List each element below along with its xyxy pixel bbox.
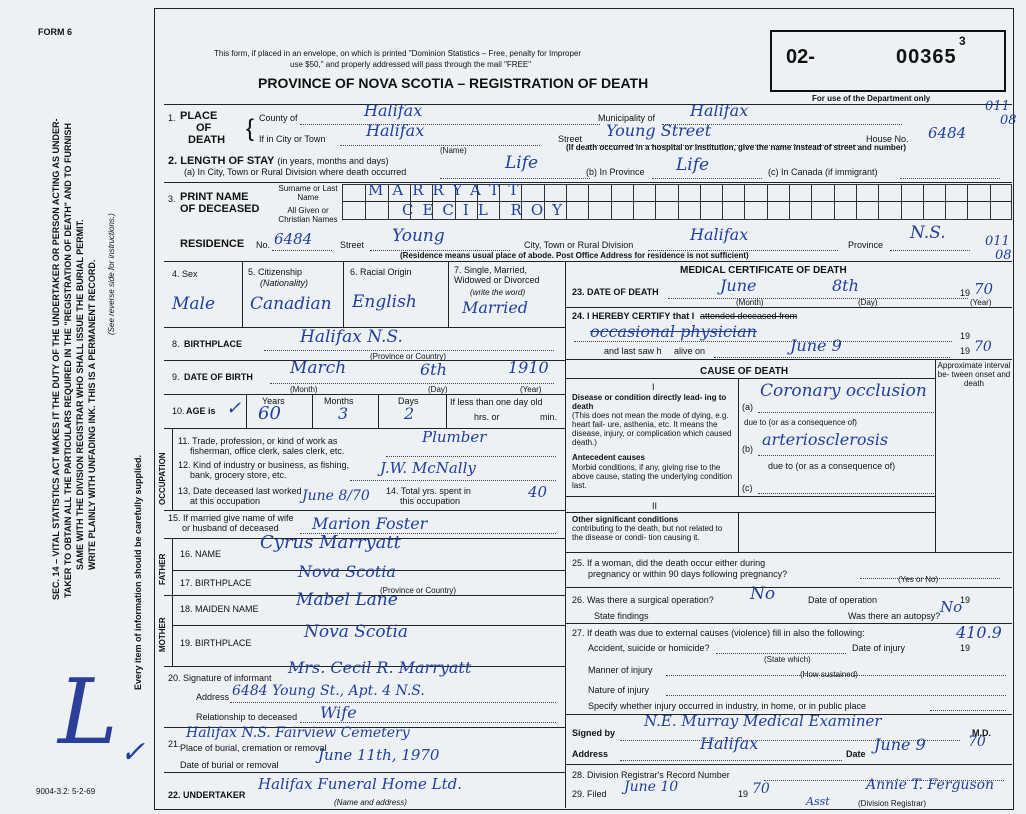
years-value: 60 — [258, 403, 281, 424]
mother-name-value: Mabel Lane — [296, 590, 398, 610]
registrar-caption: (Division Registrar) — [858, 799, 927, 808]
total-years-label-2: this occupation — [400, 496, 461, 506]
undertaker-caption: (Name and address) — [334, 798, 407, 807]
sig-address-label: Address — [572, 749, 609, 759]
q26-date-label: Date of operation — [808, 595, 878, 605]
occupation-side: OCCUPATION — [158, 452, 167, 505]
county-label: County of — [259, 113, 298, 123]
md-label: M.D. — [972, 728, 991, 738]
asst-mark: Asst — [806, 795, 830, 808]
dod-year: 70 — [974, 280, 994, 298]
street-value: Young Street — [606, 121, 712, 140]
q26-value: No — [750, 584, 776, 604]
cause-b-pre: (b) — [742, 444, 753, 454]
trade-value: Plumber — [422, 428, 487, 446]
last-worked-label-2: at this occupation — [190, 496, 261, 506]
name-grid-divider — [678, 185, 679, 219]
date-injury-label: Date of injury — [852, 643, 906, 653]
name-grid-divider — [945, 185, 946, 219]
name-grid-divider — [655, 185, 656, 219]
dob-cap-day: (Day) — [428, 385, 448, 394]
burial-place-value: Halifax N.S. Fairview Cemetery — [186, 725, 410, 741]
dod-cap-month: (Month) — [736, 298, 764, 307]
corner-initial: L — [58, 660, 118, 765]
industry-label-2: bank, grocery store, etc. — [190, 470, 287, 480]
name-grid-divider — [588, 185, 589, 219]
name-grid-divider — [744, 185, 745, 219]
print-code: 9004-3.2: 5-2-69 — [36, 787, 96, 796]
dod-day: 8th — [832, 276, 859, 295]
envelope-note-1: This form, if placed in an envelope, on which is printed "Dominion Statistics – Free, penalty for Improper — [214, 49, 582, 58]
municipality-value: Halifax — [690, 101, 749, 120]
due-to-b: due to (or as a consequence of) — [768, 461, 896, 471]
q25-caption: (Yes or No) — [898, 575, 939, 584]
spouse-label-2: or husband of deceased — [182, 523, 279, 533]
sex-value: Male — [172, 294, 216, 314]
dod-year-pre: 19 — [960, 288, 971, 298]
residence-prov-value: N.S. — [910, 223, 946, 243]
statute-text-2: TAKER TO OBTAIN ALL THE PARTICULARS REQUIRED IN THE "REGISTRATION OF DEATH" AND TO FURNISH — [63, 122, 73, 598]
citizenship-label: 5. Citizenship — [248, 267, 303, 277]
registration-number-box — [770, 30, 1006, 92]
last-seen-label: and last saw h — [604, 346, 662, 356]
dob-month: March — [290, 358, 347, 378]
father-bp-caption: (Province or Country) — [380, 586, 457, 595]
stay-label: 2. LENGTH OF STAY — [168, 155, 275, 167]
filed-label: 29. Filed — [572, 789, 607, 799]
last-seen-19: 19 — [960, 346, 971, 356]
house-label: House No. — [866, 134, 909, 144]
q25-label: 25. If a woman, did the death occur either during — [572, 558, 766, 568]
name-grid-divider — [834, 185, 835, 219]
stay-a-label: (a) In City, Town or Rural Division where death occurred — [184, 167, 407, 177]
spouse-label: 15. If married give name of wife — [168, 513, 294, 523]
dob-cap-month: (Month) — [290, 385, 318, 394]
filed-19: 19 — [738, 789, 749, 799]
accident-label: Accident, suicide or homicide? — [588, 643, 710, 653]
place-label-2: OF — [196, 122, 212, 134]
sig-date-label: Date — [846, 749, 866, 759]
form-title: PROVINCE OF NOVA SCOTIA – REGISTRATION OF DEATH — [258, 75, 649, 91]
burial-date-value: June 11th, 1970 — [318, 746, 440, 764]
street-label: Street — [558, 134, 583, 144]
name-label-2: OF DECEASED — [180, 203, 260, 215]
antecedent-note: Morbid conditions, if any, giving rise to the above cause, stating the underlying condition last. — [572, 463, 733, 490]
last-seen-year: 70 — [974, 339, 992, 355]
residence-label: RESIDENCE — [180, 238, 245, 250]
surname-value: MARRYATT — [368, 181, 528, 199]
nature-label: Nature of injury — [588, 685, 650, 695]
industry-label: 12. Kind of industry or business, as fishing, — [178, 460, 350, 470]
city-value: Halifax — [366, 121, 425, 140]
envelope-note-2: use $50," and properly addressed will pass through the mail "FREE" — [290, 60, 532, 69]
due-to-a: due to (or as a consequence of) — [744, 418, 857, 427]
informant-addr-value: 6484 Young St., Apt. 4 N.S. — [232, 683, 425, 699]
roman-one: I — [652, 382, 655, 392]
signed-by-value: N.E. Murray Medical Examiner — [644, 712, 882, 730]
place-label-1: PLACE — [180, 110, 218, 122]
specify-label: Specify whether injury occurred in industry, in home, or in public place — [588, 701, 866, 711]
dept-code-1: 011 — [985, 99, 1010, 114]
burial-num: 21. — [168, 739, 181, 749]
last-seen-value: June 9 — [790, 336, 842, 355]
age-label: AGE is — [186, 406, 216, 416]
name-grid-divider — [990, 185, 991, 219]
state-which-caption: (State which) — [764, 655, 811, 664]
q25-label-2: pregnancy or within 90 days following pregnancy? — [588, 569, 788, 579]
other-note: contributing to the death, but not related to the disease or condi- tion causing it. — [572, 524, 723, 542]
cause-a-value: Coronary occlusion — [760, 381, 927, 401]
statute-text-1: SEC. 14 – VITAL STATISTICS ACT MAKES IT THE DUTY OF THE UNDERTAKER OR PERSON ACTING AS UNDER- — [51, 118, 61, 600]
min-label: min. — [540, 412, 558, 422]
birthplace-caption: (Province or Country) — [370, 352, 447, 361]
father-name-value: Cyrus Marryatt — [260, 532, 401, 553]
father-side: FATHER — [158, 553, 167, 585]
residence-no-value: 6484 — [274, 230, 313, 248]
marital-label: 7. Single, Married, Widowed or Divorced — [454, 265, 540, 285]
residence-street-label: Street — [340, 240, 365, 250]
total-years-value: 40 — [528, 483, 548, 501]
stay-a-value: Life — [505, 153, 539, 173]
name-grid-divider — [901, 185, 902, 219]
county-value: Halifax — [364, 101, 423, 120]
mother-name-label: 18. MAIDEN NAME — [180, 604, 259, 614]
age-num: 10. — [172, 406, 185, 416]
q26-autopsy-value: No — [940, 598, 963, 616]
name-grid-divider — [967, 185, 968, 219]
residence-no-label: No. — [256, 240, 271, 250]
registrar-signature: Annie T. Ferguson — [866, 777, 995, 793]
dept-code-2: 08 — [1000, 113, 1017, 128]
stay-sublabel: (in years, months and days) — [277, 156, 389, 166]
dob-day: 6th — [420, 360, 447, 379]
residence-code-1: 011 — [985, 234, 1010, 249]
birthplace-num: 8. — [172, 339, 180, 349]
supply-note: Every item of information should be carefully supplied. — [133, 454, 143, 690]
place-num: 1. — [168, 113, 176, 123]
hrs-label: hrs. or — [474, 412, 500, 422]
name-grid-divider — [878, 185, 879, 219]
months-label: Months — [324, 396, 354, 406]
reg-number: 00365 — [896, 46, 957, 68]
dob-num: 9. — [172, 372, 180, 382]
name-grid-divider — [365, 185, 366, 219]
informant-sig-label: 20. Signature of informant — [168, 673, 272, 683]
residence-note: (Residence means usual place of abode. Post Office Address for residence is not sufficient) — [400, 251, 749, 260]
name-grid-divider — [611, 185, 612, 219]
relationship-value: Wife — [320, 703, 357, 722]
industry-value: J.W. McNally — [380, 459, 476, 477]
filed-year: 70 — [752, 781, 770, 797]
name-grid-divider — [722, 185, 723, 219]
q26-19: 19 — [960, 595, 971, 605]
father-bp-value: Nova Scotia — [298, 562, 396, 581]
informant-addr-label: Address — [196, 692, 230, 702]
sex-label: 4. Sex — [172, 269, 198, 279]
q27-label: 27. If death was due to external causes (violence) fill in also the following: — [572, 628, 865, 638]
marital-value: Married — [462, 298, 529, 317]
statute-text-4: WRITE PLAINLY WITH UNFADING INK. THIS IS A PERMANENT RECORD. — [87, 259, 97, 570]
birthplace-value: Halifax N.S. — [300, 327, 403, 347]
undertaker-label: 22. UNDERTAKER — [168, 790, 246, 800]
certify-19: 19 — [960, 331, 971, 341]
citizenship-sub: (Nationality) — [260, 278, 309, 288]
reverse-note: (See reverse side for instructions.) — [107, 213, 116, 335]
dod-cap-year: (Year) — [970, 298, 992, 307]
dob-cap-year: (Year) — [520, 385, 542, 394]
other-label: Other significant conditions — [572, 515, 679, 524]
name-num: 3. — [168, 194, 176, 204]
dob-label: DATE OF BIRTH — [184, 372, 253, 382]
q26-state-label: State findings — [594, 611, 649, 621]
sig-address-value: Halifax — [700, 734, 759, 753]
name-label-1: PRINT NAME — [180, 191, 249, 203]
cause-b-value: arteriosclerosis — [762, 430, 889, 449]
days-label: Days — [398, 396, 419, 406]
place-label-3: DEATH — [188, 134, 226, 146]
residence-city-label: City, Town or Rural Division — [524, 240, 634, 250]
name-grid-divider — [767, 185, 768, 219]
mother-bp-value: Nova Scotia — [304, 622, 409, 642]
name-caption: (Name) — [440, 146, 467, 155]
reg-prefix: 02- — [786, 46, 815, 68]
sig-date-year: 70 — [968, 734, 986, 750]
marital-sub: (write the word) — [470, 288, 526, 297]
q27-code: 410.9 — [956, 623, 1002, 642]
last-worked-value: June 8/70 — [302, 488, 370, 504]
name-grid-divider — [700, 185, 701, 219]
burial-date-label: Date of burial or removal — [180, 760, 279, 770]
last-worked-label: 13. Date deceased last worked — [178, 486, 302, 496]
date-injury-19: 19 — [960, 643, 971, 653]
dod-label: 23. DATE OF DEATH — [572, 287, 659, 297]
dept-use-label: For use of the Department only — [812, 94, 931, 103]
stay-c-label: (c) In Canada (if immigrant) — [768, 167, 878, 177]
trade-label-2: fisherman, office clerk, sales clerk, etc. — [190, 446, 345, 456]
residence-code-2: 08 — [995, 248, 1012, 263]
check-mark: ✓ — [120, 735, 146, 770]
q26-label: 26. Was there a surgical operation? — [572, 595, 714, 605]
city-label: If in City or Town — [259, 134, 326, 144]
signed-by-label: Signed by — [572, 728, 616, 738]
certify-value: occasional physician — [590, 322, 757, 341]
statute-text-3: SAME WITH THE DIVISION REGISTRAR WHO SHALL ISSUE THE BURIAL PERMIT. — [75, 219, 85, 570]
certify-label: 24. I HEREBY CERTIFY that I — [572, 311, 695, 321]
residence-street-value: Young — [392, 226, 445, 246]
given-value: CECIL ROY — [402, 201, 572, 219]
stay-b-label: (b) In Province — [586, 167, 645, 177]
dod-month: June — [720, 276, 757, 295]
antecedent-label: Antecedent causes — [572, 453, 645, 462]
birthplace-label: BIRTHPLACE — [184, 339, 242, 349]
dob-year: 1910 — [508, 358, 549, 377]
days-value: 2 — [404, 404, 415, 423]
informant-sig-value: Mrs. Cecil R. Marryatt — [288, 658, 472, 677]
filed-value: June 10 — [624, 779, 679, 795]
reg-suffix: 3 — [959, 34, 966, 48]
how-caption: (How sustained) — [800, 670, 858, 679]
name-grid-divider — [856, 185, 857, 219]
race-value: English — [352, 292, 417, 312]
certify-strike: attended deceased from — [700, 311, 798, 321]
disease-label: Disease or condition directly lead- ing to death — [572, 393, 727, 411]
mother-side: MOTHER — [158, 617, 167, 652]
relationship-label: Relationship to deceased — [196, 712, 298, 722]
name-grid-divider — [811, 185, 812, 219]
undertaker-value: Halifax Funeral Home Ltd. — [258, 775, 462, 793]
months-value: 3 — [338, 404, 349, 423]
residence-city-value: Halifax — [690, 225, 749, 244]
mother-bp-label: 19. BIRTHPLACE — [180, 638, 252, 648]
less-than-day: If less than one day old — [450, 397, 543, 407]
medical-title: MEDICAL CERTIFICATE OF DEATH — [680, 265, 847, 276]
stay-b-value: Life — [676, 155, 710, 175]
dod-cap-day: (Day) — [858, 298, 878, 307]
father-name-label: 16. NAME — [180, 549, 222, 559]
name-grid-divider — [633, 185, 634, 219]
cause-title: CAUSE OF DEATH — [700, 366, 789, 377]
q26-autopsy-label: Was there an autopsy? — [848, 611, 941, 621]
cause-c-pre: (c) — [742, 483, 753, 493]
alive-on-label: alive on — [674, 346, 706, 356]
father-bp-label: 17. BIRTHPLACE — [180, 578, 252, 588]
citizenship-value: Canadian — [250, 294, 332, 314]
municipality-label: Municipality of — [598, 113, 656, 123]
years-label: Years — [262, 396, 285, 406]
name-grid-divider — [923, 185, 924, 219]
form-number: FORM 6 — [38, 27, 73, 37]
spouse-value: Marion Foster — [312, 514, 428, 533]
surname-label: Surname or Last Name — [278, 184, 338, 202]
cause-a-pre: (a) — [742, 402, 753, 412]
roman-two: II — [652, 501, 658, 511]
disease-note: (This does not mean the mode of dying, e.g. heart fail- ure, asthenia, etc. It means the disease, injury, or complication which caused death.) — [572, 411, 732, 447]
total-years-label: 14. Total yrs. spent in — [386, 486, 471, 496]
residence-prov-label: Province — [848, 240, 884, 250]
house-value: 6484 — [928, 124, 967, 142]
interval-label: Approximate interval be- tween onset and death — [937, 361, 1011, 388]
trade-label: 11. Trade, profession, or kind of work as — [178, 436, 338, 446]
burial-place-label: Place of burial, cremation or removal — [180, 743, 327, 753]
manner-label: Manner of injury — [588, 665, 653, 675]
age-tick: ✓ — [226, 398, 242, 419]
record-num-label: 28. Division Registrar's Record Number — [572, 770, 730, 780]
race-label: 6. Racial Origin — [350, 267, 412, 277]
name-grid-divider — [789, 185, 790, 219]
given-label: All Given or Christian Names — [278, 206, 338, 224]
hospital-note: (If death occurred in a hospital or institution, give the name instead of street and number) — [566, 143, 907, 152]
sig-date-value: June 9 — [874, 735, 926, 754]
